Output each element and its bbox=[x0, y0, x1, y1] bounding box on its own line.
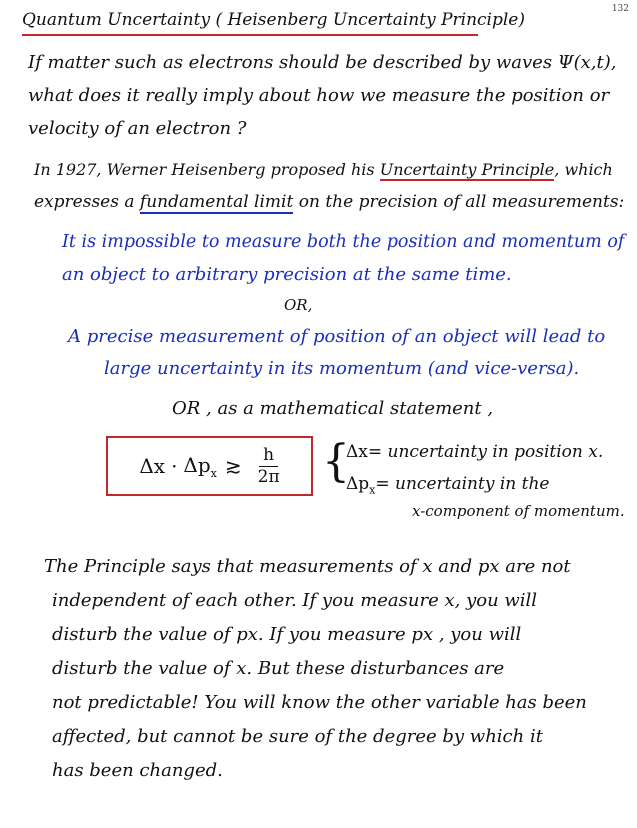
conclusion-line-3: disturb the value of px. If you measure px , you will bbox=[52, 624, 522, 645]
conclusion-line-7: has been changed. bbox=[52, 760, 223, 781]
definition-delta-x bbox=[346, 442, 603, 462]
heisenberg-line-1 bbox=[34, 160, 613, 179]
h-over-2pi-fraction bbox=[257, 444, 280, 487]
fundamental-limit-highlight: fundamental limit bbox=[139, 192, 294, 212]
statement-1-line-2: an object to arbitrary precision at the same time. bbox=[62, 264, 512, 285]
delta-x-symbol: Δx bbox=[139, 454, 166, 478]
definition-text: = uncertainty in the bbox=[375, 474, 550, 494]
statement-2-line-1: A precise measurement of position of an object will lead to bbox=[68, 326, 606, 347]
definition-delta-p bbox=[346, 474, 549, 496]
definition-text: = uncertainty in position x. bbox=[367, 442, 604, 462]
delta-p-subscript: x bbox=[210, 466, 217, 480]
delta-p-symbol bbox=[183, 453, 216, 480]
page-title: Quantum Uncertainty ( Heisenberg Uncertainty Principle) bbox=[22, 10, 525, 30]
intro-line-1: If matter such as electrons should be described by waves Ψ(x,t), bbox=[28, 52, 617, 73]
delta-p-text: Δp bbox=[183, 452, 211, 477]
heisenberg-line-2-start: expresses a bbox=[34, 192, 140, 212]
statement-1-line-1: It is impossible to measure both the position and momentum of bbox=[62, 232, 625, 252]
or-mathematical-statement: OR , as a mathematical statement , bbox=[172, 398, 494, 419]
fraction-denominator: 2π bbox=[257, 466, 280, 487]
heisenberg-line-2-end: on the precision of all measurements: bbox=[293, 192, 625, 212]
heisenberg-line-2 bbox=[34, 192, 624, 212]
statement-2-line-2: large uncertainty in its momentum (and vice-versa). bbox=[104, 358, 580, 379]
left-brace: { bbox=[322, 436, 350, 487]
uncertainty-principle-highlight: Uncertainty Principle bbox=[379, 160, 555, 179]
or-separator-1: OR, bbox=[284, 296, 313, 314]
definition-symbol: Δx bbox=[346, 442, 368, 462]
conclusion-line-5: not predictable! You will know the other variable has been bbox=[52, 692, 587, 713]
conclusion-line-4: disturb the value of x. But these disturbances are bbox=[52, 658, 505, 679]
definition-continuation: x-component of momentum. bbox=[412, 502, 625, 520]
approx-greater-symbol: ≳ bbox=[224, 454, 242, 478]
conclusion-line-6: affected, but cannot be sure of the degree by which it bbox=[52, 726, 543, 747]
page-number: 132 bbox=[611, 4, 629, 14]
conclusion-line-2: independent of each other. If you measure x, you will bbox=[52, 590, 538, 611]
intro-line-3: velocity of an electron ? bbox=[28, 118, 247, 139]
title-underline bbox=[22, 34, 478, 36]
definition-subscript: x bbox=[369, 483, 376, 497]
definition-symbol: Δp bbox=[346, 474, 370, 494]
uncertainty-formula-box bbox=[106, 436, 313, 496]
fraction-numerator: h bbox=[259, 447, 278, 467]
multiply-dot: · bbox=[171, 454, 178, 478]
conclusion-line-1: The Principle says that measurements of x and px are not bbox=[44, 556, 571, 577]
heisenberg-line-1-end: , which bbox=[554, 160, 613, 179]
intro-line-2: what does it really imply about how we measure the position or bbox=[28, 85, 610, 106]
heisenberg-line-1-start: In 1927, Werner Heisenberg proposed his bbox=[34, 160, 380, 179]
